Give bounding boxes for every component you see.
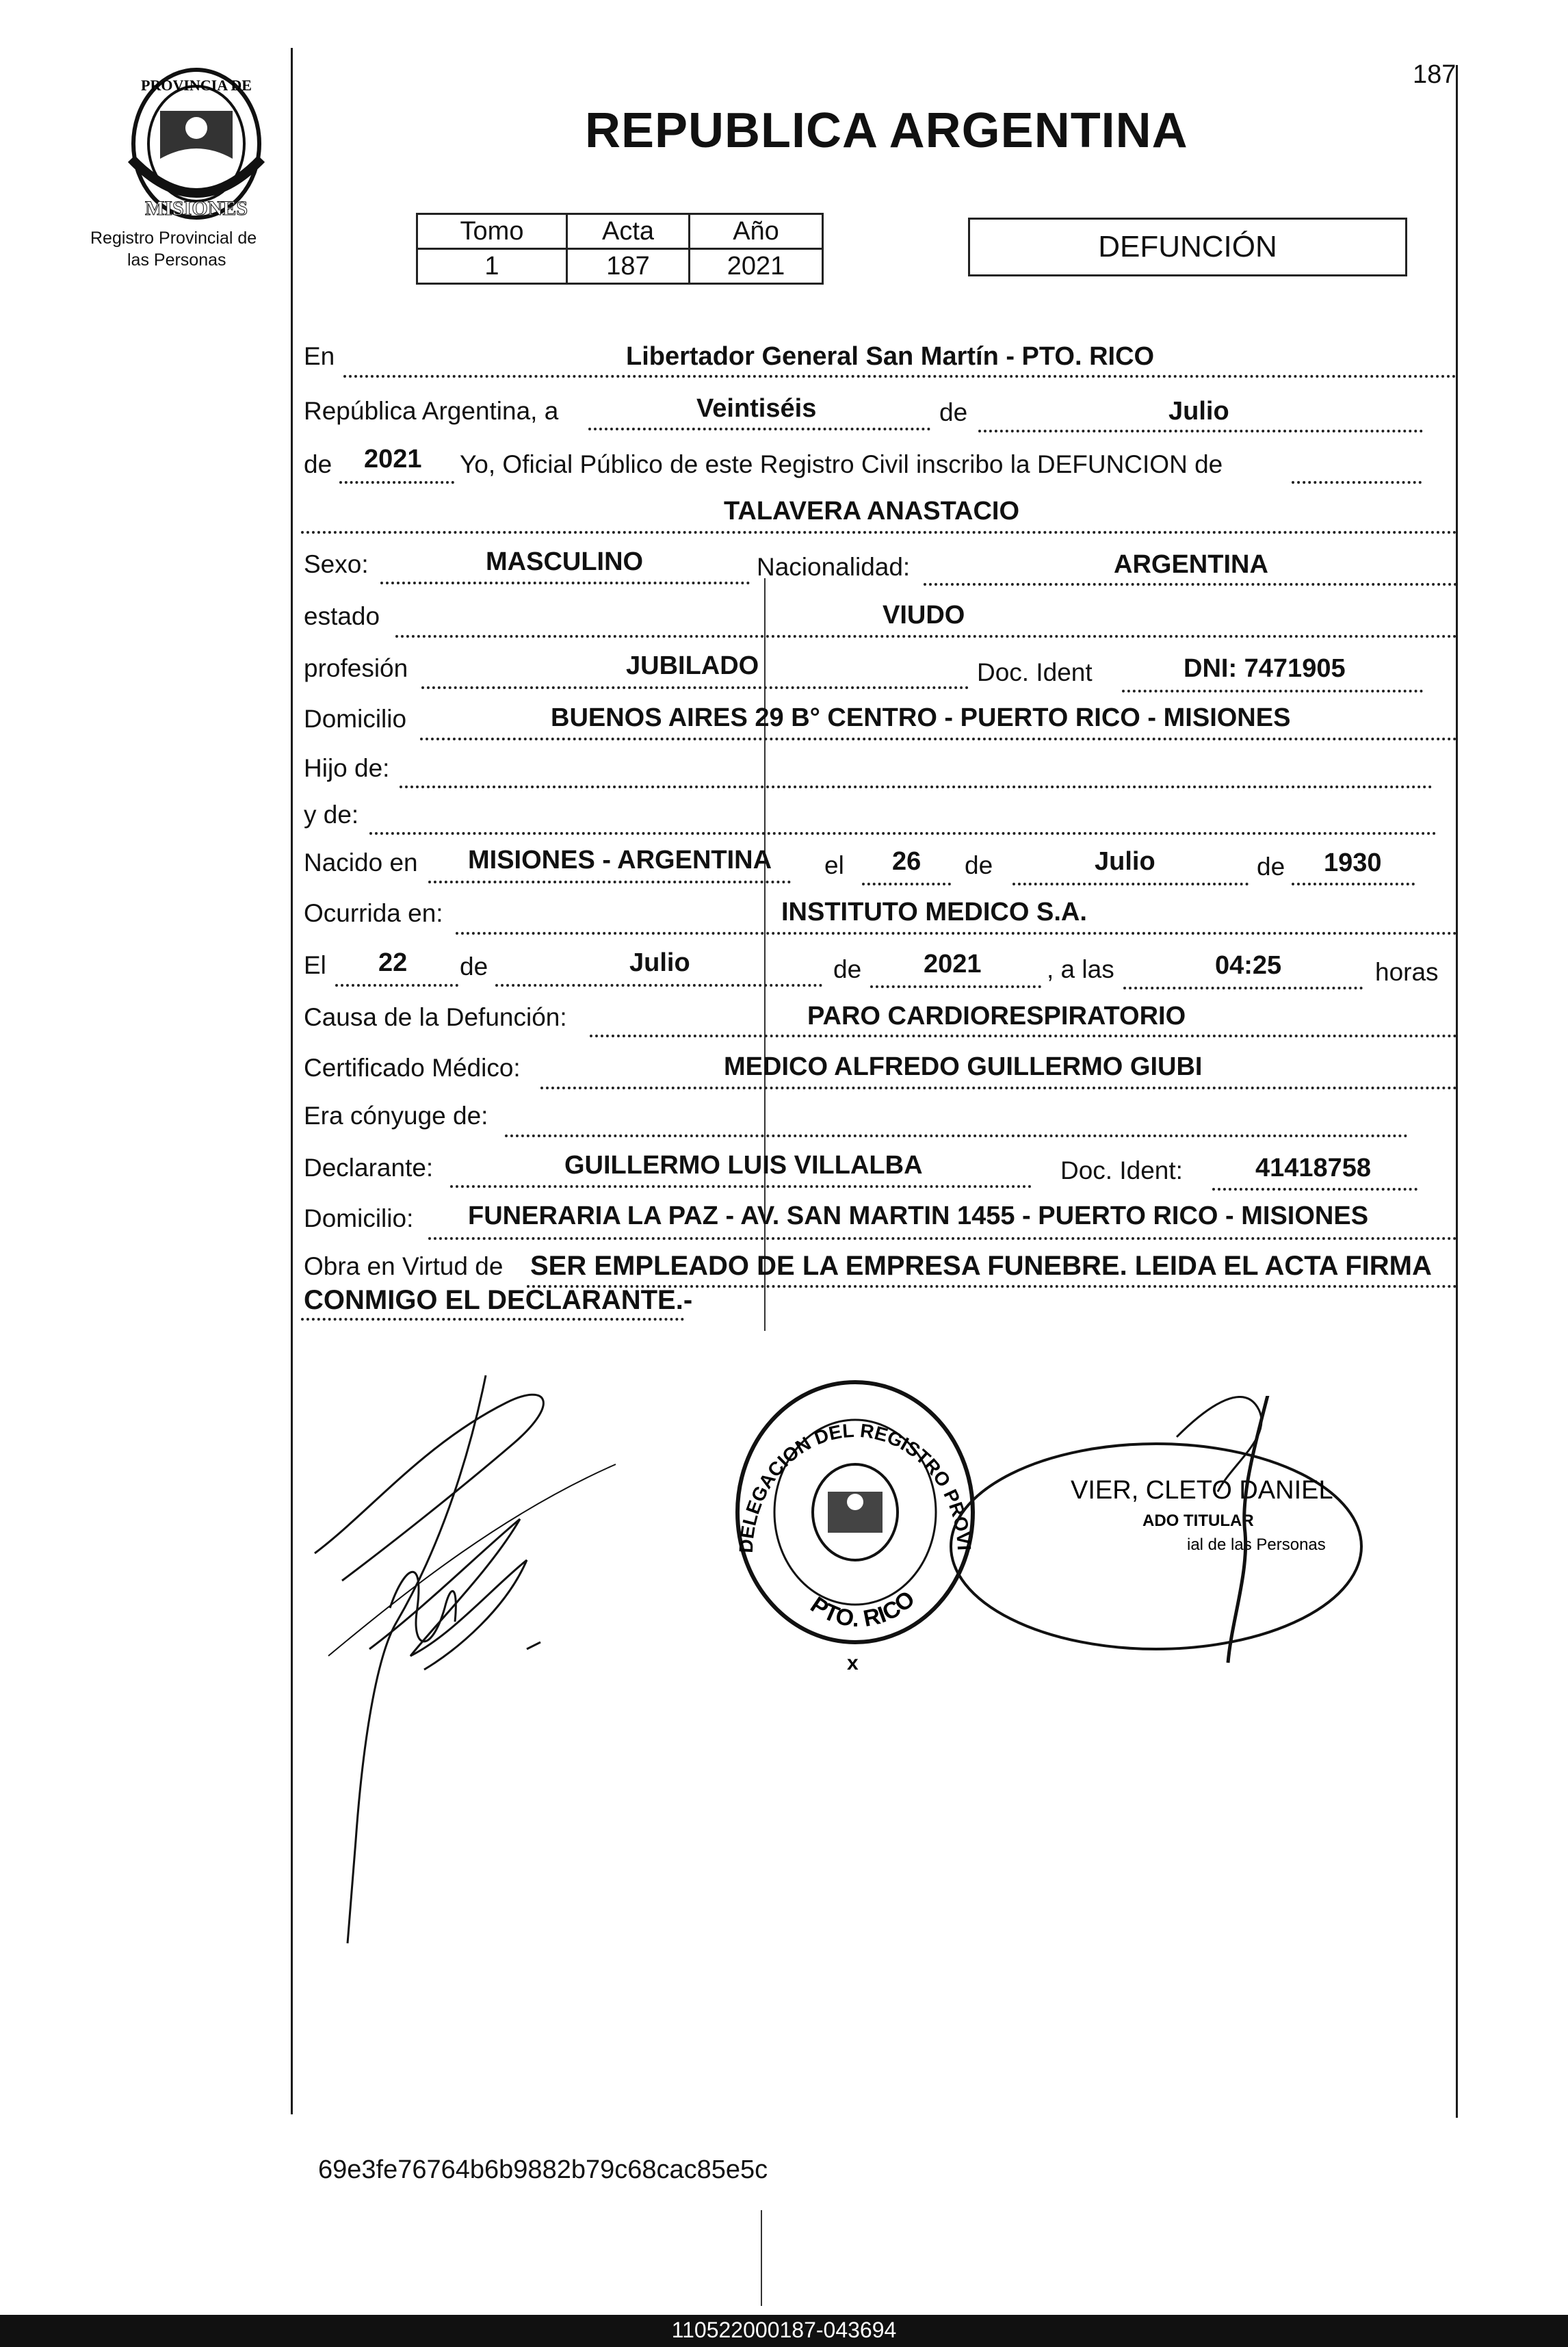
anio-value: 2021 xyxy=(690,249,823,284)
birth-month-line xyxy=(1012,883,1249,885)
nacido-value: MISIONES - ARGENTINA xyxy=(468,846,772,874)
bottom-fold-line xyxy=(761,2210,762,2306)
profesion-value: JUBILADO xyxy=(626,651,759,680)
estado-label: estado xyxy=(304,602,380,630)
nacionalidad-line xyxy=(924,583,1457,586)
anio-header: Año xyxy=(690,214,823,249)
en-label: En xyxy=(304,342,335,370)
birth-day: 26 xyxy=(892,847,922,876)
day-line xyxy=(588,428,930,430)
birth-month: Julio xyxy=(1095,847,1155,876)
doc-type-label: DEFUNCIÓN xyxy=(1098,230,1277,263)
nacido-line xyxy=(428,881,791,883)
acta-header: Acta xyxy=(567,214,690,249)
declarante-line xyxy=(450,1185,1032,1188)
svg-text:DELEGACION DEL REGISTRO PROVIN: DELEGACION DEL REGISTRO PROVI xyxy=(735,1419,975,1554)
domicilio-value: BUENOS AIRES 29 B° CENTRO - PUERTO RICO - MISIONES xyxy=(551,703,1291,732)
year-value: 2021 xyxy=(364,445,422,474)
causa-value: PARO CARDIORESPIRATORIO xyxy=(807,1002,1186,1030)
svg-text:x: x xyxy=(847,1652,859,1674)
de1-label: de xyxy=(939,398,968,426)
footer-bar xyxy=(0,2315,1568,2347)
nacido-label: Nacido en xyxy=(304,848,418,877)
name-line xyxy=(301,531,1457,534)
sexo-line xyxy=(380,582,750,584)
horas-label: horas xyxy=(1375,958,1439,986)
svg-text:PTO. RICO: PTO. RICO xyxy=(805,1585,920,1633)
officer-stamp xyxy=(889,1396,1368,1683)
svg-text:ADO TITULAR: ADO TITULAR xyxy=(1142,1512,1254,1530)
death-day-line xyxy=(335,984,458,987)
hijo-line xyxy=(400,786,1433,788)
right-border-line xyxy=(1456,65,1458,2118)
yde-label: y de: xyxy=(304,801,359,829)
sexo-label: Sexo: xyxy=(304,550,369,578)
en-value: Libertador General San Martín - PTO. RICO xyxy=(626,342,1155,371)
estado-line xyxy=(395,635,1457,638)
yo-line xyxy=(1292,481,1422,484)
hijo-label: Hijo de: xyxy=(304,754,390,782)
domicilio-label: Domicilio xyxy=(304,705,407,733)
death-time: 04:25 xyxy=(1215,951,1282,980)
svg-text:ial de las Personas: ial de las Personas xyxy=(1187,1535,1326,1554)
el-label: el xyxy=(824,851,844,879)
estado-value: VIUDO xyxy=(883,601,965,630)
tomo-header: Tomo xyxy=(417,214,567,249)
conyuge-label: Era cónyuge de: xyxy=(304,1102,488,1130)
declarant-signature xyxy=(287,1362,643,1950)
svg-text:MISIONES: MISIONES xyxy=(144,197,248,220)
document-hash: 69e3fe76764b6b9882b79c68cac85e5c xyxy=(318,2155,768,2184)
alas-label: , a las xyxy=(1047,955,1114,983)
acta-value: 187 xyxy=(567,249,690,284)
de2-label: de xyxy=(304,450,332,478)
day-value: Veintiséis xyxy=(696,394,817,423)
causa-line xyxy=(590,1035,1457,1037)
death-day: 22 xyxy=(378,948,408,977)
conyuge-line xyxy=(505,1134,1408,1137)
profesion-label: profesión xyxy=(304,654,408,682)
doc-ident2-label: Doc. Ident: xyxy=(1060,1156,1183,1184)
logo-caption-line1: Registro Provincial de xyxy=(90,229,257,248)
domicilio2-label: Domicilio: xyxy=(304,1204,414,1232)
tomo-value: 1 xyxy=(417,249,567,284)
obra-value-line1: SER EMPLEADO DE LA EMPRESA FUNEBRE. LEIDA EL ACTA FIRMA xyxy=(530,1251,1432,1281)
sexo-value: MASCULINO xyxy=(486,547,644,576)
en-line xyxy=(343,375,1456,378)
nacionalidad-value: ARGENTINA xyxy=(1114,550,1268,579)
domicilio-line xyxy=(420,738,1457,740)
ocurrida-line xyxy=(456,932,1457,935)
obra-label: Obra en Virtud de xyxy=(304,1252,504,1280)
svg-text:VIER, CLETO DANIEL: VIER, CLETO DANIEL xyxy=(1071,1476,1333,1505)
logo-caption-line2: las Personas xyxy=(127,250,226,270)
de5-label: de xyxy=(460,952,488,981)
de3-label: de xyxy=(965,851,993,879)
doc-ident-value: DNI: 7471905 xyxy=(1184,654,1346,683)
domicilio2-line xyxy=(428,1237,1457,1240)
doc-type-box xyxy=(968,218,1407,276)
doc-ident-line xyxy=(1122,690,1423,692)
obra-value-line2: CONMIGO EL DECLARANTE.- xyxy=(304,1285,693,1315)
ocurrida-value: INSTITUTO MEDICO S.A. xyxy=(781,898,1087,926)
death-year-line xyxy=(870,985,1041,988)
certificado-line xyxy=(540,1087,1457,1089)
birth-year: 1930 xyxy=(1324,848,1382,877)
certificado-value: MEDICO ALFREDO GUILLERMO GIUBI xyxy=(724,1052,1203,1081)
province-seal-icon xyxy=(118,63,275,220)
doc-ident2-line xyxy=(1212,1188,1417,1191)
declarante-label: Declarante: xyxy=(304,1154,434,1182)
de4-label: de xyxy=(1257,853,1285,881)
month-line xyxy=(978,430,1423,432)
doc-ident-label: Doc. Ident xyxy=(977,658,1093,686)
doc-ident2-value: 41418758 xyxy=(1255,1154,1372,1182)
el2-label: El xyxy=(304,951,326,979)
de6-label: de xyxy=(833,955,862,983)
obra-line2 xyxy=(301,1318,684,1321)
causa-label: Causa de la Defunción: xyxy=(304,1003,567,1031)
ocurrida-label: Ocurrida en: xyxy=(304,899,443,927)
death-month: Julio xyxy=(629,948,690,977)
nacionalidad-label: Nacionalidad: xyxy=(757,553,911,581)
domicilio2-value: FUNERARIA LA PAZ - AV. SAN MARTIN 1455 - PUERTO RICO - MISIONES xyxy=(468,1202,1369,1230)
yde-line xyxy=(369,832,1437,835)
document-title: REPUBLICA ARGENTINA xyxy=(585,103,1188,158)
death-time-line xyxy=(1123,987,1363,989)
officer-stamp-icon xyxy=(889,1396,1368,1683)
month-value: Julio xyxy=(1168,397,1229,426)
year-line xyxy=(339,481,454,484)
record-table xyxy=(416,213,824,285)
footer-code: 110522000187-043694 xyxy=(671,2318,897,2342)
province-logo xyxy=(118,63,275,220)
certificado-label: Certificado Médico: xyxy=(304,1054,521,1082)
birth-day-line xyxy=(862,883,951,885)
deceased-name: TALAVERA ANASTACIO xyxy=(724,497,1020,526)
profesion-line xyxy=(421,686,969,689)
death-month-line xyxy=(495,984,822,987)
death-year: 2021 xyxy=(924,950,982,978)
birth-year-line xyxy=(1292,883,1415,885)
page-number: 187 xyxy=(1413,60,1456,89)
yo-text: Yo, Oficial Público de este Registro Civil inscribo la DEFUNCION de xyxy=(460,450,1223,478)
republica-label: República Argentina, a xyxy=(304,397,559,425)
declarant-signature-icon xyxy=(287,1362,643,1950)
declarante-value: GUILLERMO LUIS VILLALBA xyxy=(564,1151,923,1180)
svg-text:PROVINCIA DE: PROVINCIA DE xyxy=(141,77,252,94)
